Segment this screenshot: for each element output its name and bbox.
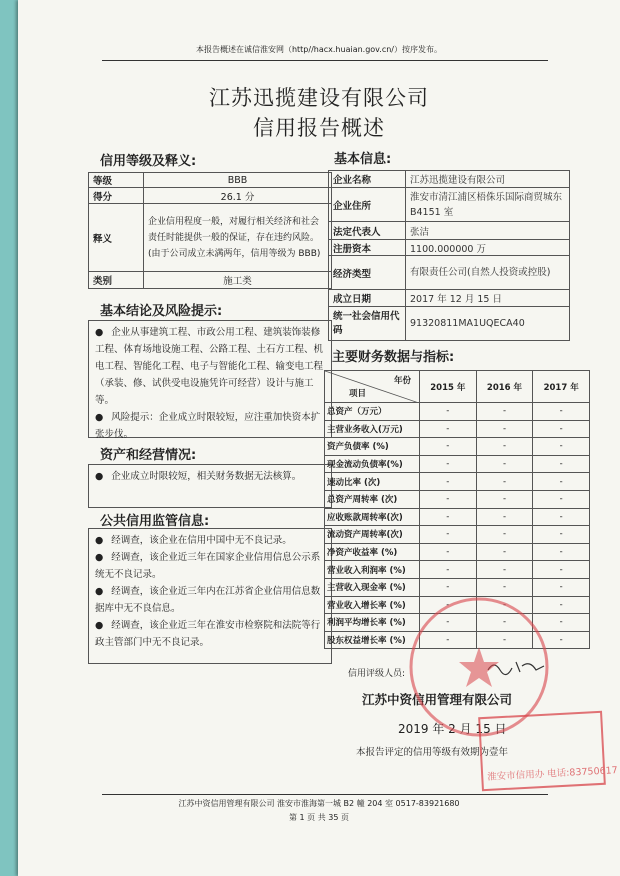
finance-row [325, 403, 590, 421]
finance-value-cell: - [533, 438, 590, 456]
basic-info-heading: 基本信息: [334, 152, 392, 167]
finance-value-cell: - [420, 508, 477, 526]
finance-header-item-label: 项目 [349, 389, 367, 399]
finance-value-cell: - [420, 561, 477, 579]
finance-value-cell: - [476, 490, 533, 508]
basic-info-table [328, 170, 570, 341]
grade-table [88, 172, 332, 289]
finance-value-cell: - [476, 403, 533, 421]
info-value: 1100.000000 万 [406, 240, 570, 256]
finance-value-cell: - [533, 614, 590, 632]
finance-value-cell: - [420, 526, 477, 544]
page-number: 第 1 页 共 35 页 [289, 813, 349, 822]
finance-value-cell: - [476, 473, 533, 491]
finance-value-cell: - [476, 578, 533, 596]
finance-value-cell: - [533, 543, 590, 561]
finance-value-cell: - [420, 455, 477, 473]
info-value: 张洁 [406, 222, 570, 240]
finance-row [325, 455, 590, 473]
info-row [329, 222, 570, 240]
grade-key: 等级 [89, 173, 144, 188]
info-key: 经济类型 [329, 256, 406, 290]
grade-key: 类别 [89, 272, 144, 289]
finance-value-cell: - [476, 631, 533, 649]
grade-key: 得分 [89, 188, 144, 204]
conclusion-text: 企业从事建筑工程、市政公用工程、建筑装饰装修工程、体育场地设施工程、公路工程、土石方工程、机电工程、智能化工程、电子与智能化工程、输变电工程（承装、修、试供受电设施凭许可经营）设计与施工等。 [95, 327, 324, 406]
header-divider [102, 60, 548, 61]
supervision-text: 经调查，该企业近三年在淮安市检察院和法院等行政主管部门中无不良记录。 [95, 620, 321, 648]
footer-divider [102, 794, 548, 795]
finance-item-name: 应收账款周转率(次) [325, 508, 420, 526]
info-row [329, 307, 570, 341]
supervision-text: 经调查，该企业近三年在国家企业信用信息公示系统无不良记录。 [95, 552, 321, 580]
signing-company: 江苏中资信用管理有限公司 [362, 692, 513, 707]
info-key: 注册资本 [329, 240, 406, 256]
finance-value-cell: - [420, 473, 477, 491]
supervision-text: 经调查，该企业近三年内在江苏省企业信用信息数据库中无不良信息。 [95, 586, 321, 614]
finance-item-name: 股东权益增长率 (%) [325, 631, 420, 649]
assets-item [95, 468, 325, 485]
supervision-box [88, 528, 332, 664]
finance-value-cell: - [533, 508, 590, 526]
finance-value-cell: - [533, 578, 590, 596]
supervision-item [95, 549, 325, 583]
bullet-icon: ● [95, 471, 104, 482]
stamp-text: 淮安市信用办 电话:83750617 [487, 765, 618, 783]
finance-value-cell: - [476, 526, 533, 544]
info-row [329, 256, 570, 290]
bullet-icon: ● [95, 552, 104, 563]
info-key: 企业名称 [329, 171, 406, 188]
conclusion-text: 风险提示：企业成立时限较短，应注重加快资本扩张步伐。 [95, 412, 321, 440]
finance-row [325, 438, 590, 456]
finance-value-cell: - [533, 473, 590, 491]
finance-year-header: 2016 年 [476, 371, 533, 403]
finance-value-cell: - [420, 543, 477, 561]
finance-value-cell: - [420, 403, 477, 421]
supervision-heading: 公共信用监管信息: [100, 514, 210, 529]
finance-header-row [325, 371, 590, 403]
finance-item-name: 净资产收益率 (%) [325, 543, 420, 561]
info-value: 91320811MA1UQECA40 [406, 307, 570, 341]
finance-row [325, 561, 590, 579]
info-value: 有限责任公司(自然人投资或控股) [406, 256, 570, 290]
finance-value-cell: - [476, 596, 533, 614]
finance-value-cell: - [420, 438, 477, 456]
finance-value-cell: - [476, 561, 533, 579]
grade-row-level [89, 173, 332, 188]
bullet-icon: ● [95, 327, 104, 338]
finance-year-header: 2017 年 [533, 371, 590, 403]
supervision-item [95, 617, 325, 651]
bullet-icon: ● [95, 412, 104, 423]
finance-value-cell: - [476, 455, 533, 473]
grade-value: BBB [144, 173, 332, 188]
grade-key: 释义 [89, 204, 144, 272]
finance-header-year-label: 年份 [393, 376, 411, 386]
finance-value-cell: - [533, 526, 590, 544]
finance-item-name: 总资产周转率 (次) [325, 490, 420, 508]
conclusion-item [95, 324, 325, 409]
finance-row [325, 420, 590, 438]
finance-item-name: 流动资产周转率(次) [325, 526, 420, 544]
info-key: 企业住所 [329, 188, 406, 222]
grade-value: 施工类 [144, 272, 332, 289]
header-note: 本报告概述在诚信淮安网（http//hacx.huaian.gov.cn/）按序发布。 [195, 45, 443, 54]
finance-item-name: 营业收入利润率 (%) [325, 561, 420, 579]
info-value: 淮安市清江浦区梧侏乐国际商贸城东 B4151 室 [406, 188, 570, 222]
finance-heading: 主要财务数据与指标: [332, 350, 455, 365]
info-row [329, 171, 570, 188]
conclusion-item [95, 409, 325, 443]
grade-heading: 信用等级及释义: [100, 154, 197, 169]
assets-box [88, 464, 332, 508]
finance-value-cell: - [476, 543, 533, 561]
finance-value-cell: - [533, 631, 590, 649]
grade-row-score [89, 188, 332, 204]
finance-row [325, 543, 590, 561]
info-row [329, 290, 570, 307]
finance-year-header: 2015 年 [420, 371, 477, 403]
finance-item-name: 主营业务收入(万元) [325, 420, 420, 438]
grade-value: 企业信用程度一般，对履行相关经济和社会责任时能提供一般的保证，存在违约风险。(由于公司成立未满两年，信用等级为 BBB) [144, 204, 332, 272]
assets-text: 企业成立时限较短，相关财务数据无法核算。 [111, 471, 302, 482]
signing-date: 2019 年 2 月 15 日 [398, 722, 507, 736]
finance-value-cell: - [476, 420, 533, 438]
finance-value-cell: - [420, 631, 477, 649]
finance-row [325, 526, 590, 544]
bullet-icon: ● [95, 620, 104, 631]
finance-value-cell: - [420, 420, 477, 438]
grade-row-category [89, 272, 332, 289]
finance-value-cell: - [420, 490, 477, 508]
finance-value-cell: - [533, 455, 590, 473]
assets-heading: 资产和经营情况: [100, 448, 197, 463]
finance-item-name: 现金流动负债率(%) [325, 455, 420, 473]
finance-item-name: 营业收入增长率 (%) [325, 596, 420, 614]
finance-value-cell: - [420, 596, 477, 614]
supervision-item [95, 532, 325, 549]
conclusion-heading: 基本结论及风险提示: [100, 304, 223, 319]
footer-address: 江苏中资信用管理有限公司 淮安市淮海第一城 B2 幢 204 室 0517-83921680 [178, 799, 460, 808]
finance-item-name: 资产负债率 (%) [325, 438, 420, 456]
info-key: 成立日期 [329, 290, 406, 307]
rectangular-stamp [478, 711, 618, 791]
finance-row [325, 473, 590, 491]
conclusion-box [88, 320, 332, 438]
finance-value-cell: - [420, 578, 477, 596]
report-title: 信用报告概述 [253, 116, 385, 140]
finance-item-name: 速动比率 (次) [325, 473, 420, 491]
finance-value-cell: - [533, 420, 590, 438]
validity-note: 本报告评定的信用等级有效期为壹年 [356, 747, 509, 758]
finance-value-cell: - [533, 596, 590, 614]
info-value: 2017 年 12 月 15 日 [406, 290, 570, 307]
finance-value-cell: - [476, 438, 533, 456]
finance-corner-cell [325, 371, 420, 403]
rater-label: 信用评级人员: [348, 669, 406, 679]
finance-value-cell: - [476, 614, 533, 632]
info-row [329, 240, 570, 256]
finance-item-name: 利润平均增长率 (%) [325, 614, 420, 632]
finance-value-cell: - [420, 614, 477, 632]
bullet-icon: ● [95, 535, 104, 546]
report-page [18, 0, 620, 876]
finance-row [325, 490, 590, 508]
finance-item-name: 主营收入现金率 (%) [325, 578, 420, 596]
info-key: 法定代表人 [329, 222, 406, 240]
supervision-item [95, 583, 325, 617]
finance-value-cell: - [533, 490, 590, 508]
finance-value-cell: - [533, 403, 590, 421]
company-title: 江苏迅揽建设有限公司 [209, 86, 429, 110]
grade-value: 26.1 分 [144, 188, 332, 204]
finance-row [325, 508, 590, 526]
finance-value-cell: - [533, 561, 590, 579]
bullet-icon: ● [95, 586, 104, 597]
info-key: 统一社会信用代码 [329, 307, 406, 341]
finance-item-name: 总资产（万元） [325, 403, 420, 421]
supervision-text: 经调查，该企业在信用中国中无不良记录。 [111, 535, 292, 546]
info-value: 江苏迅揽建设有限公司 [406, 171, 570, 188]
grade-row-meaning [89, 204, 332, 272]
finance-value-cell: - [476, 508, 533, 526]
info-row [329, 188, 570, 222]
